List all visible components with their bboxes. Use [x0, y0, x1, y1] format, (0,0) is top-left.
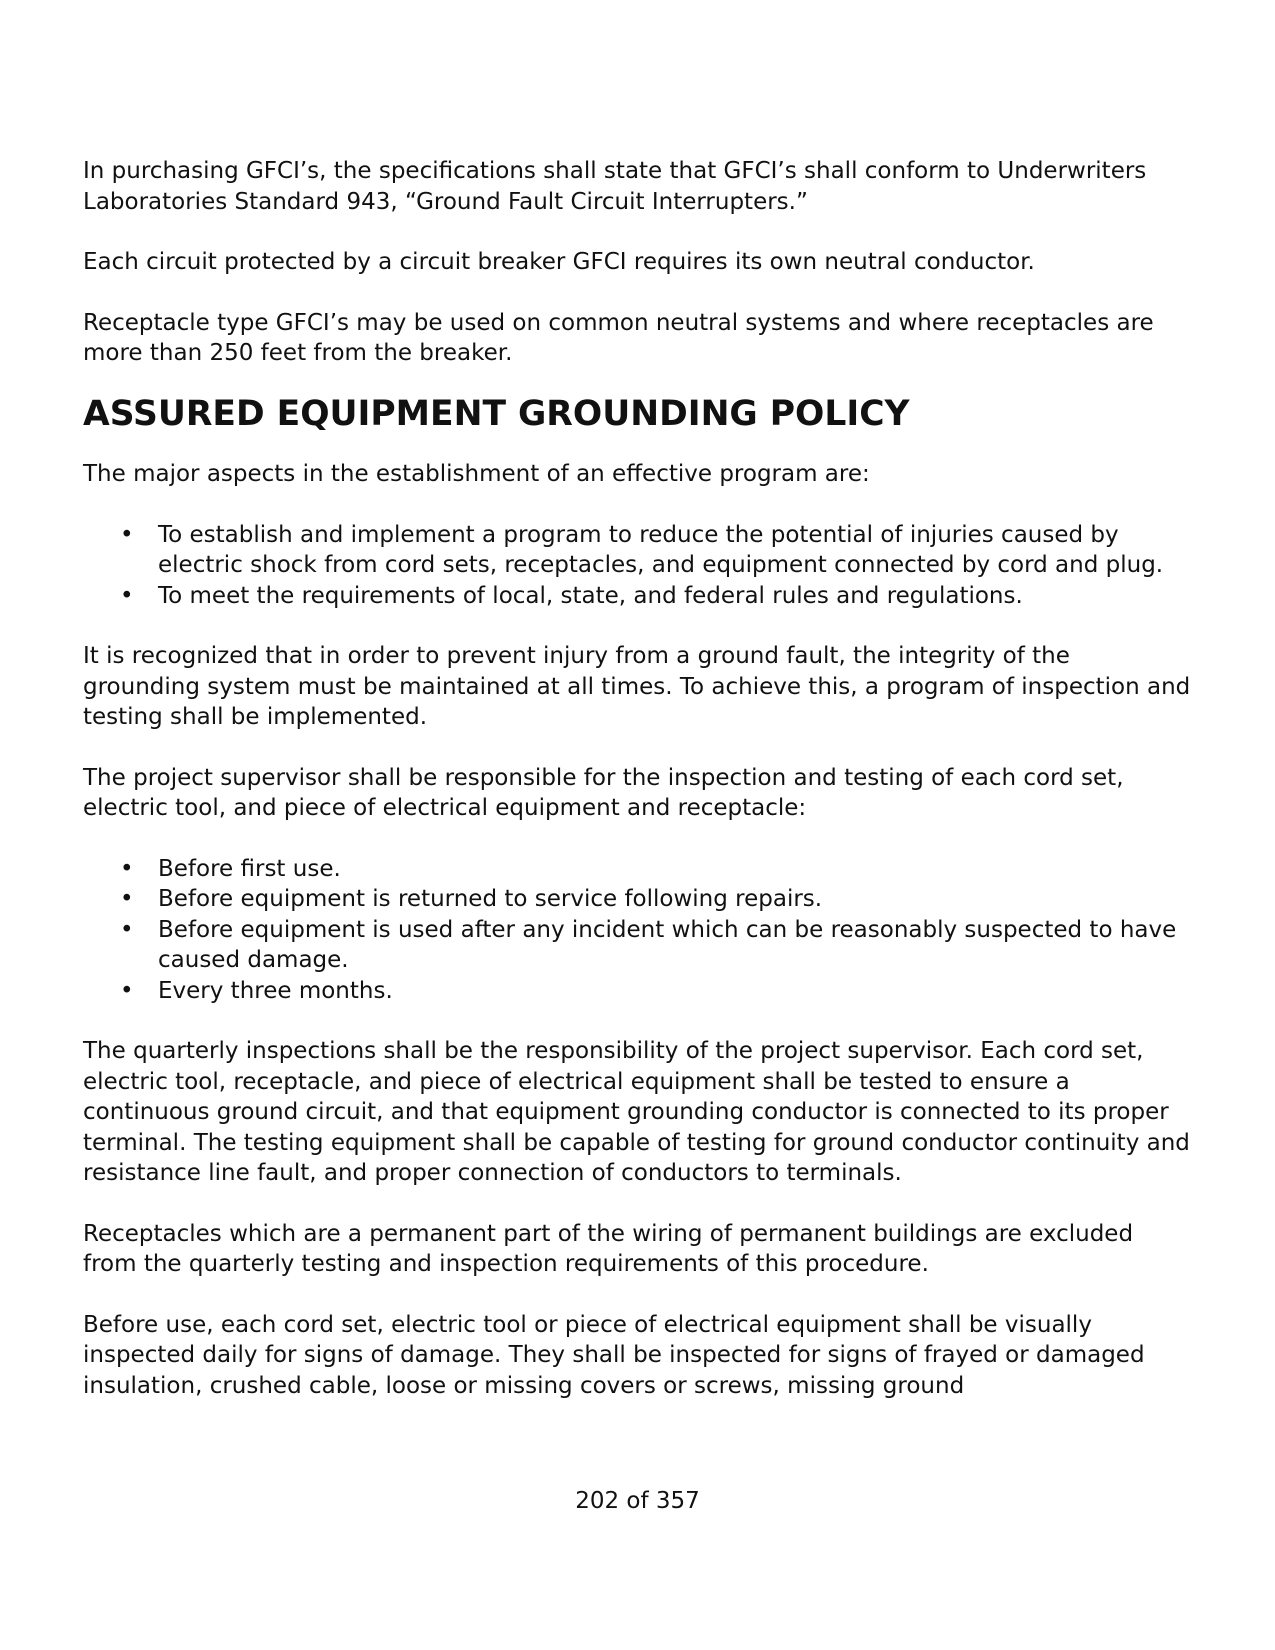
list-item	[83, 520, 1193, 581]
bullet-icon: •	[120, 916, 134, 943]
daily-visual-inspection-paragraph: Before use, each cord set, electric tool or piece of electrical equipment shall be visually inspected daily for signs of damage. They shall be inspected for signs of frayed or damaged insulation, crushed cable, loose or missing covers or screws, missing ground	[83, 1311, 1145, 1399]
inspection-times-list	[83, 854, 1193, 1007]
program-aspects-list	[83, 520, 1193, 612]
list-item-text: To meet the requirements of local, state, and federal rules and regulations.	[158, 582, 1023, 609]
list-item-text: Before equipment is returned to service following repairs.	[158, 886, 823, 912]
program-intro-paragraph: The major aspects in the establishment of an effective program are:	[83, 461, 870, 487]
bullet-icon: •	[120, 521, 134, 548]
receptacle-gfci-paragraph: Receptacle type GFCI’s may be used on common neutral systems and where receptacles are more than 250 feet from the breaker.	[83, 309, 1154, 366]
grounding-integrity-paragraph: It is recognized that in order to prevent injury from a ground fault, the integrity of the grounding system must be maintained at all times. To achieve this, a program of inspection and testing shall be implemented.	[83, 643, 1191, 730]
gfci-purchasing-paragraph: In purchasing GFCI’s, the specifications shall state that GFCI’s shall conform to Underwriters Laboratories Standard 943, “Ground Fault Circuit Interrupters.”	[83, 158, 1147, 215]
list-item-text: Before first use.	[158, 855, 341, 882]
page-number: 202 of 357	[575, 1488, 700, 1514]
list-item-text: Before equipment is used after any incident which can be reasonably suspected to have caused damage.	[158, 916, 1177, 973]
section-heading: ASSURED EQUIPMENT GROUNDING POLICY	[83, 393, 910, 434]
document-page	[83, 156, 1193, 1431]
list-item-text: To establish and implement a program to reduce the potential of injuries caused by electric shock from cord sets, receptacles, and equipment connected by cord and plug.	[158, 521, 1164, 578]
list-item	[83, 915, 1193, 976]
bullet-icon: •	[120, 886, 134, 912]
bullet-icon: •	[120, 582, 134, 609]
bullet-icon: •	[120, 855, 134, 882]
permanent-receptacles-paragraph: Receptacles which are a permanent part of the wiring of permanent buildings are excluded from the quarterly testing and inspection requirements of this procedure.	[83, 1220, 1134, 1277]
list-item	[83, 884, 1193, 915]
list-item	[83, 854, 1193, 885]
supervisor-responsibility-paragraph: The project supervisor shall be responsible for the inspection and testing of each cord set, electric tool, and piece of electrical equipment and receptacle:	[83, 764, 1124, 821]
list-item	[83, 581, 1193, 612]
list-item	[83, 976, 1193, 1007]
quarterly-inspection-paragraph: The quarterly inspections shall be the responsibility of the project supervisor. Each cord set, electric tool, receptacle, and piece of electrical equipment shall be tested to ensure a continuous ground circuit, and that equipment grounding conductor is connected to its proper terminal. The testing equipment shall be capable of testing for ground conductor continuity and resistance line fault, and proper connection of conductors to terminals.	[83, 1038, 1190, 1186]
list-item-text: Every three months.	[158, 977, 393, 1004]
bullet-icon: •	[120, 977, 134, 1004]
neutral-conductor-paragraph: Each circuit protected by a circuit breaker GFCI requires its own neutral conductor.	[83, 249, 1035, 275]
